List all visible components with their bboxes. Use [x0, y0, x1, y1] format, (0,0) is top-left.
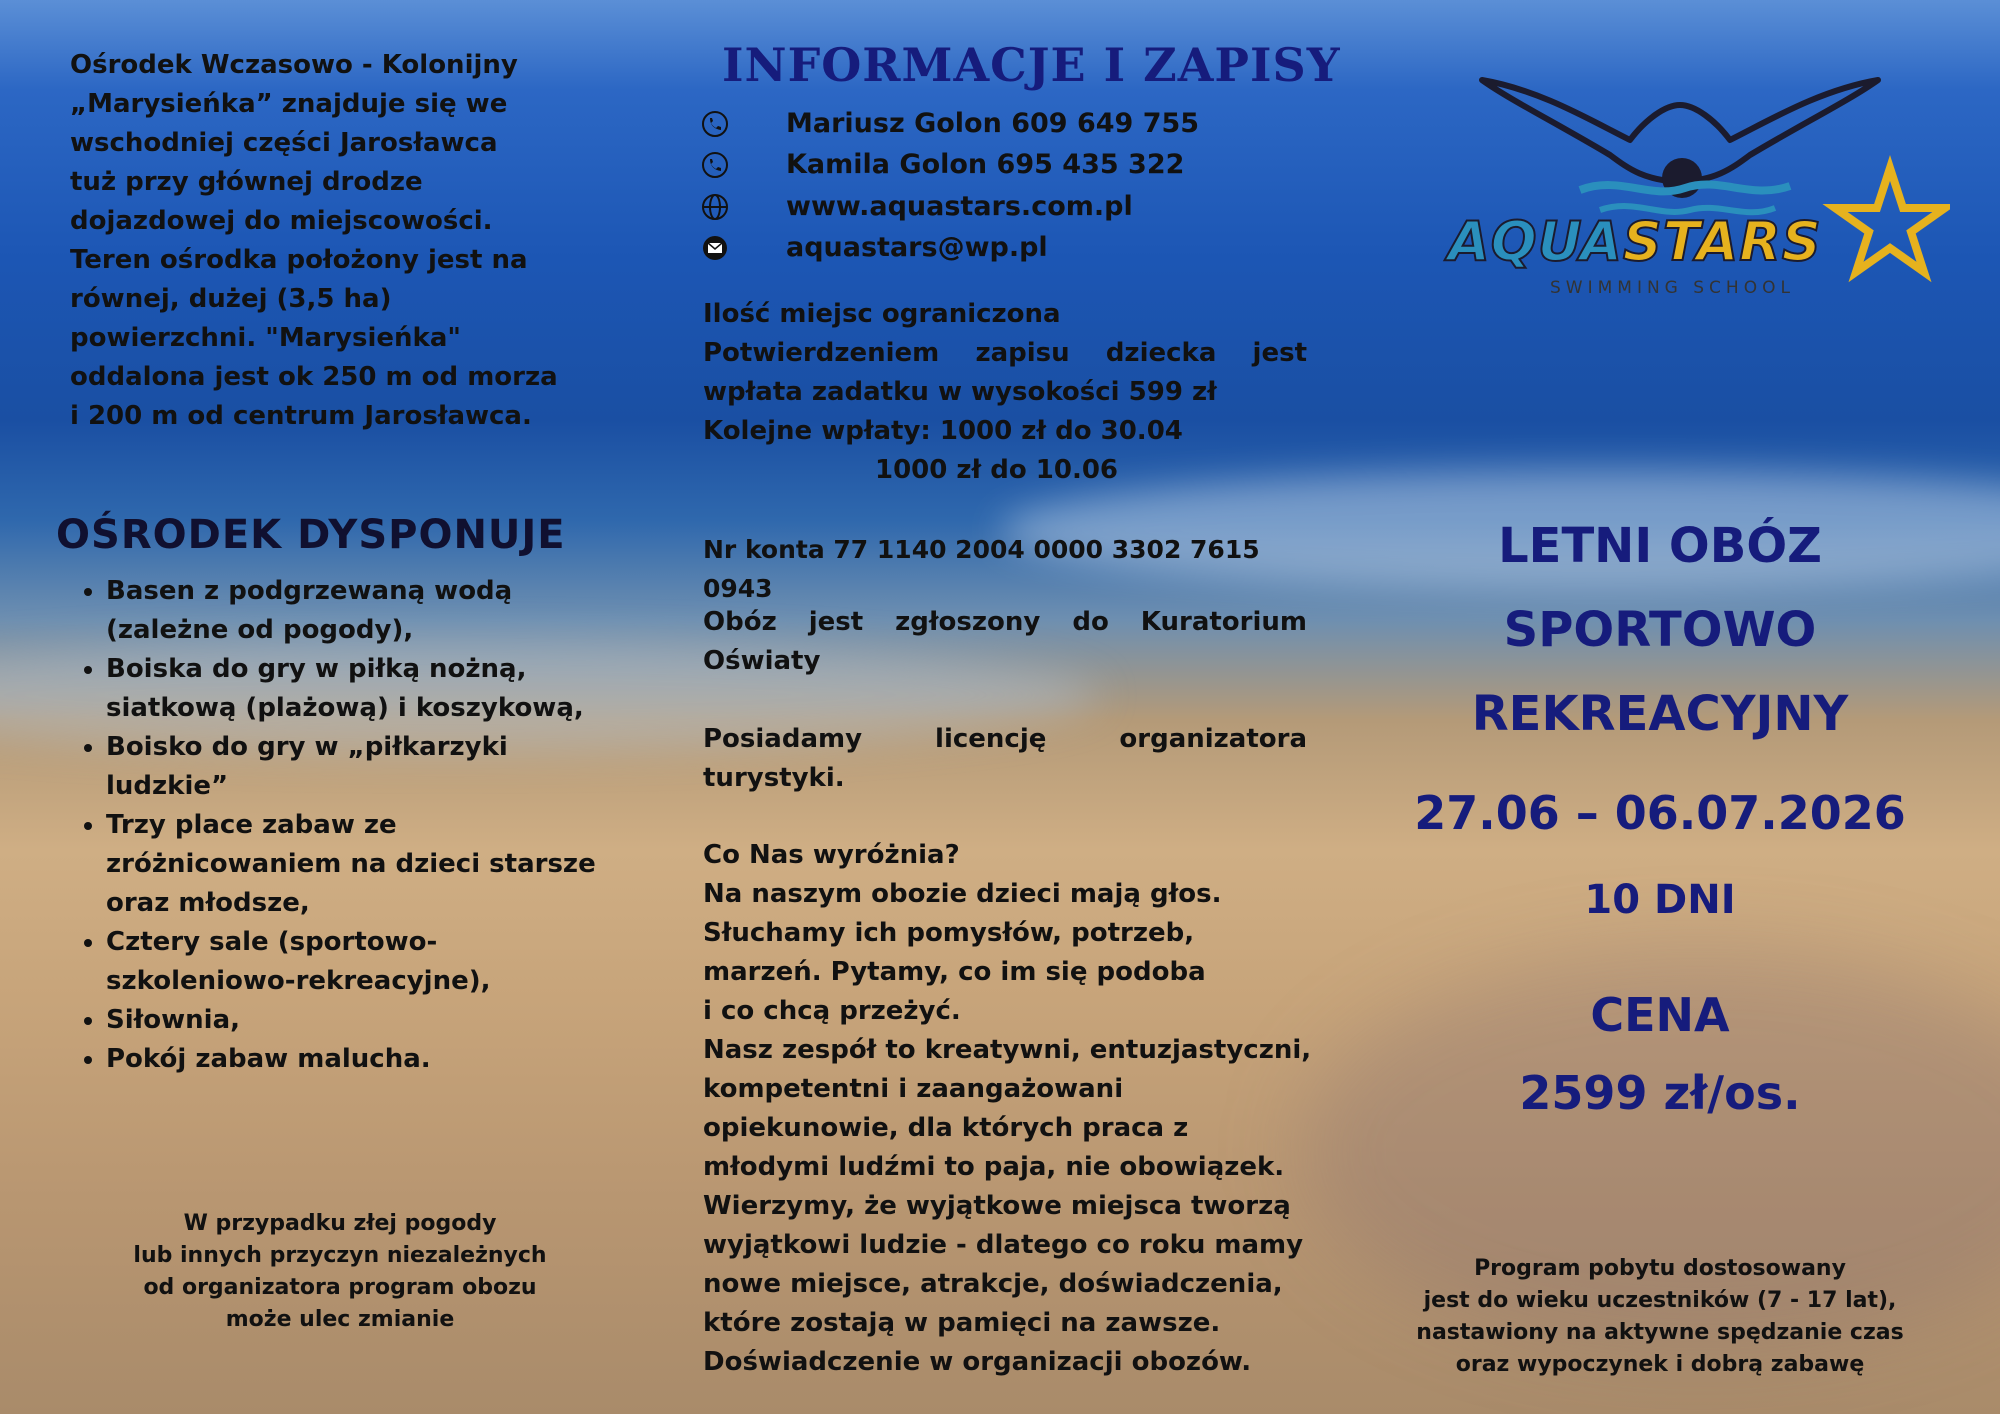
about-line: które zostają w pamięci na zawsze.	[703, 1308, 1221, 1338]
contact-text[interactable]: www.aquastars.com.pl	[786, 191, 1133, 222]
about-line: nowe miejsce, atrakcje, doświadczenia,	[703, 1269, 1283, 1299]
camp-dates: 27.06 – 06.07.2026	[1414, 786, 1906, 840]
camp-title-line: LETNI OBÓZ	[1498, 518, 1822, 574]
list-item: • Pokój zabaw malucha.	[106, 1040, 610, 1079]
camp-title-line: REKREACYJNY	[1471, 686, 1849, 742]
contact-text[interactable]: aquastars@wp.pl	[786, 232, 1048, 263]
contact-website	[700, 191, 1133, 222]
globe-icon	[700, 192, 730, 222]
about-line: Nasz zespół to kreatywni, entuzjastyczni,	[703, 1035, 1312, 1065]
intro-line: i 200 m od centrum Jarosławca.	[70, 401, 532, 431]
list-item: • Boiska do gry w piłką nożną, siatkową (plażową) i koszykową,	[106, 650, 610, 728]
logo-tagline: SWIMMING SCHOOL	[1550, 278, 1795, 298]
kuratorium-text: Obóz jest zgłoszony do Kuratorium	[703, 607, 1307, 637]
about-line: Wierzymy, że wyjątkowe miejsca tworzą	[703, 1191, 1291, 1221]
note-line: Program pobytu dostosowany	[1474, 1256, 1846, 1281]
license-info	[703, 720, 1307, 798]
about-line: Co Nas wyróżnia?	[703, 840, 960, 870]
about-line: kompetentni i zaangażowani	[703, 1074, 1124, 1104]
contact-text[interactable]: Mariusz Golon 609 649 755	[786, 108, 1200, 139]
note-line: oraz wypoczynek i dobrą zabawę	[1455, 1352, 1865, 1377]
intro-line: tuż przy głównej drodze	[70, 167, 423, 197]
note-line: lub innych przyczyn niezależnych	[133, 1243, 547, 1268]
list-item: • Cztery sale (sportowo-szkoleniowo-rekreacyjne),	[106, 923, 610, 1001]
list-item: • Siłownia,	[106, 1001, 610, 1040]
price-value: 2599 zł/os.	[1519, 1066, 1801, 1120]
logo-wordmark	[1448, 210, 1822, 273]
phone-icon	[700, 150, 730, 180]
weather-note	[100, 1208, 580, 1336]
intro-line: Ośrodek Wczasowo - Kolonijny	[70, 50, 518, 80]
limited-text: Ilość miejsc ograniczona	[703, 299, 1061, 329]
envelope-icon	[700, 233, 730, 263]
about-line: Słuchamy ich pomysłów, potrzeb,	[703, 918, 1195, 948]
note-line: W przypadku złej pogody	[183, 1211, 497, 1236]
payments-text: 1000 zł do 10.06	[875, 455, 1119, 485]
phone-icon	[700, 109, 730, 139]
kuratorium-text: Oświaty	[703, 646, 821, 676]
logo-aqua: AQUA	[1448, 210, 1623, 273]
license-text: Posiadamy licencję organizatora	[703, 724, 1307, 754]
list-item: • Basen z podgrzewaną wodą (zależne od pogody),	[106, 572, 610, 650]
contact-text[interactable]: Kamila Golon 695 435 322	[786, 149, 1185, 180]
intro-text	[70, 46, 630, 436]
note-line: może ulec zmianie	[225, 1307, 455, 1332]
intro-line: powierzchni. "Marysieńka"	[70, 323, 461, 353]
note-line: od organizatora program obozu	[143, 1275, 537, 1300]
payments-text: Kolejne wpłaty: 1000 zł do 30.04	[703, 416, 1183, 446]
contact-email	[700, 232, 1048, 263]
about-line: młodymi ludźmi to paja, nie obowiązek.	[703, 1152, 1285, 1182]
confirm-text: Potwierdzeniem zapisu dziecka jest	[703, 338, 1307, 368]
kuratorium-info	[703, 603, 1307, 681]
intro-line: Teren ośrodka położony jest na	[70, 245, 528, 275]
about-line: wyjątkowi ludzie - dlatego co roku mamy	[703, 1230, 1304, 1260]
about-line: i co chcą przeżyć.	[703, 996, 961, 1026]
camp-title-line: SPORTOWO	[1503, 602, 1817, 658]
contact-phone-1	[700, 108, 1199, 139]
about-text	[703, 836, 1343, 1382]
program-note	[1390, 1253, 1930, 1381]
list-item: • Trzy place zabaw ze zróżnicowaniem na dzieci starsze oraz młodsze,	[106, 806, 610, 923]
list-item: • Boisko do gry w „piłkarzyki ludzkie”	[106, 728, 610, 806]
about-line: opiekunowie, dla których praca z	[703, 1113, 1189, 1143]
intro-line: „Marysieńka” znajduje się we	[70, 89, 508, 119]
about-line: marzeń. Pytamy, co im się podoba	[703, 957, 1206, 987]
intro-line: wschodniej części Jarosławca	[70, 128, 498, 158]
aquastars-logo	[1430, 60, 1950, 310]
note-line: jest do wieku uczestników (7 - 17 lat),	[1423, 1288, 1897, 1313]
about-line: Na naszym obozie dzieci mają głos.	[703, 879, 1222, 909]
account-number	[703, 530, 1323, 608]
info-heading: INFORMACJE I ZAPISY	[722, 38, 1341, 92]
account-text: Nr konta 77 1140 2004 0000 3302 7615 0943	[703, 535, 1260, 603]
confirm-text: wpłata zadatku w wysokości 599 zł	[703, 377, 1217, 407]
contact-phone-2	[700, 149, 1184, 180]
license-text: turystyki.	[703, 763, 845, 793]
logo-stars: STARS	[1622, 210, 1822, 273]
facilities-list	[70, 572, 610, 1079]
camp-days: 10 DNI	[1584, 877, 1736, 923]
facilities-heading: OŚRODEK DYSPONUJE	[56, 512, 566, 558]
intro-line: oddalona jest ok 250 m od morza	[70, 362, 558, 392]
booking-info	[703, 295, 1307, 490]
intro-line: równej, dużej (3,5 ha)	[70, 284, 392, 314]
about-line: Doświadczenie w organizacji obozów.	[703, 1347, 1252, 1377]
note-line: nastawiony na aktywne spędzanie czas	[1416, 1320, 1904, 1345]
star-icon	[1835, 168, 1945, 272]
intro-line: dojazdowej do miejscowości.	[70, 206, 493, 236]
price-label: CENA	[1590, 988, 1730, 1042]
